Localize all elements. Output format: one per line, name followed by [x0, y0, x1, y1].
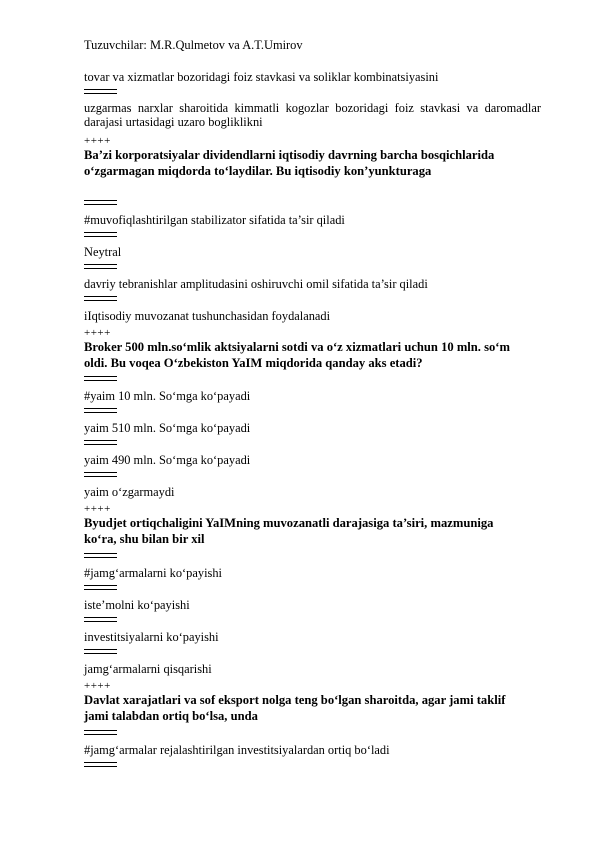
answer-option: #jamg‘armalar rejalashtirilgan investitsiyalardan ortiq bo‘ladi: [84, 743, 390, 757]
answer-option: yaim 490 mln. So‘mga ko‘payadi: [84, 453, 251, 467]
answer-option: yaim o‘zgarmaydi: [84, 485, 175, 499]
separator: [84, 408, 117, 413]
answer-option: iIqtisodiy muvozanat tushunchasidan foydalanadi: [84, 309, 331, 323]
answer-option: #jamg‘armalarni ko‘payishi: [84, 566, 222, 580]
separator: [84, 440, 117, 445]
separator: [84, 617, 117, 622]
answer-option: investitsiyalarni ko‘payishi: [84, 630, 219, 644]
question-marker: ++++: [84, 327, 111, 339]
answer-option: #yaim 10 mln. So‘mga ko‘payadi: [84, 389, 251, 403]
question-marker: ++++: [84, 135, 111, 147]
answer-option: davriy tebranishlar amplitudasini oshiruvchi omil sifatida ta’sir qiladi: [84, 277, 428, 291]
answer-option: iste’molni ko‘payishi: [84, 598, 190, 612]
separator: [84, 649, 117, 654]
answer-option: yaim 510 mln. So‘mga ko‘payadi: [84, 421, 251, 435]
answer-option: jamg‘armalarni qisqarishi: [84, 662, 212, 676]
separator: [84, 585, 117, 590]
separator: [84, 553, 117, 558]
separator: [84, 232, 117, 237]
question-marker: ++++: [84, 680, 111, 692]
previous-answer-text: uzgarmas narxlar sharoitida kimmatli kogozlar bozoridagi foiz stavkasi va daromadlar darajasi urtasidagi uzaro bogliklikni: [84, 101, 541, 129]
separator: [84, 200, 117, 205]
separator: [84, 376, 117, 381]
question-text: Byudjet ortiqchaligini YaIMning muvozanatli darajasiga ta’siri, mazmuniga ko‘ra, shu bilan bir xil: [84, 516, 494, 546]
separator: [84, 89, 117, 94]
answer-option: Neytral: [84, 245, 122, 259]
separator: [84, 264, 117, 269]
question-marker: ++++: [84, 503, 111, 515]
page-header: Tuzuvchilar: M.R.Qulmetov va A.T.Umirov: [84, 38, 303, 52]
question-text: Ba’zi korporatsiyalar dividendlarni iqtisodiy davrning barcha bosqichlarida o‘zgarmagan miqdorda to‘laydilar. Bu iqtisodiy kon’yunkturaga: [84, 148, 495, 178]
separator: [84, 472, 117, 477]
answer-option: #muvofiqlashtirilgan stabilizator sifatida ta’sir qiladi: [84, 213, 345, 227]
separator: [84, 296, 117, 301]
separator: [84, 762, 117, 767]
question-text: Broker 500 mln.so‘mlik aktsiyalarni sotdi va o‘z xizmatlari uchun 10 mln. so‘m oldi. Bu voqea O‘zbekiston YaIM miqdorida qanday aks etadi?: [84, 340, 510, 370]
previous-answer-text: tovar va xizmatlar bozoridagi foiz stavkasi va soliklar kombinatsiyasini: [84, 70, 439, 84]
question-text: Davlat xarajatlari va sof eksport nolga teng bo‘lgan sharoitda, agar jami taklif jami talabdan ortiq bo‘lsa, unda: [84, 693, 506, 723]
separator: [84, 730, 117, 735]
